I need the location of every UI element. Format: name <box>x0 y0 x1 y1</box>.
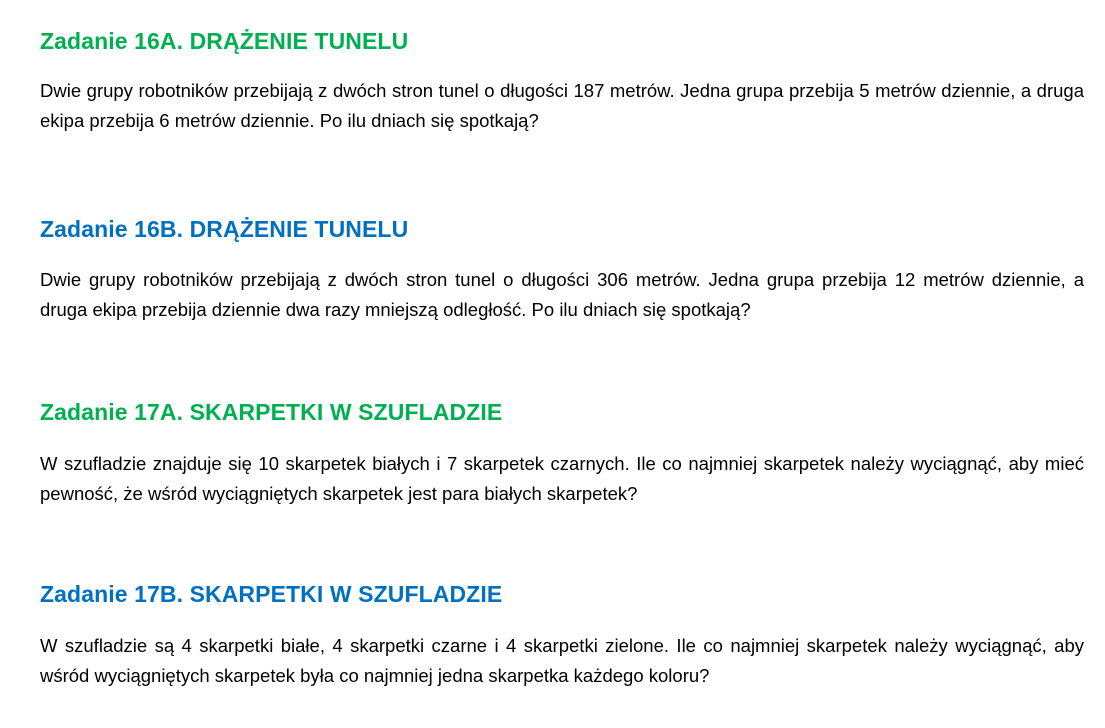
task-title: Zadanie 16B. DRĄŻENIE TUNELU <box>40 216 409 242</box>
task-17a <box>40 398 1084 509</box>
task-title: Zadanie 17A. SKARPETKI W SZUFLADZIE <box>40 399 503 425</box>
task-text: Dwie grupy robotników przebijają z dwóch stron tunel o długości 306 metrów. Jedna grupa przebija 12 metrów dziennie, a druga ekipa przebija dziennie dwa razy mniejszą odległość. Po ilu dniach się spotkają? <box>40 269 1084 320</box>
task-text: W szufladzie są 4 skarpetki białe, 4 skarpetki czarne i 4 skarpetki zielone. Ile co najmniej skarpetek należy wyciągnąć, aby wśród wyciągniętych skarpetek była co najmniej jedna skarpetka każdego koloru? <box>40 635 1084 686</box>
task-text: W szufladzie znajduje się 10 skarpetek białych i 7 skarpetek czarnych. Ile co najmniej skarpetek należy wyciągnąć, aby mieć pewność, że wśród wyciągniętych skarpetek jest para białych skarpetek? <box>40 453 1084 504</box>
task-16b <box>40 215 1084 325</box>
task-title: Zadanie 16A. DRĄŻENIE TUNELU <box>40 28 409 54</box>
task-16a <box>40 27 1084 136</box>
task-17b <box>40 580 1084 691</box>
task-title: Zadanie 17B. SKARPETKI W SZUFLADZIE <box>40 581 503 607</box>
task-text: Dwie grupy robotników przebijają z dwóch stron tunel o długości 187 metrów. Jedna grupa przebija 5 metrów dziennie, a druga ekipa przebija 6 metrów dziennie. Po ilu dniach się spotkają? <box>40 80 1084 131</box>
